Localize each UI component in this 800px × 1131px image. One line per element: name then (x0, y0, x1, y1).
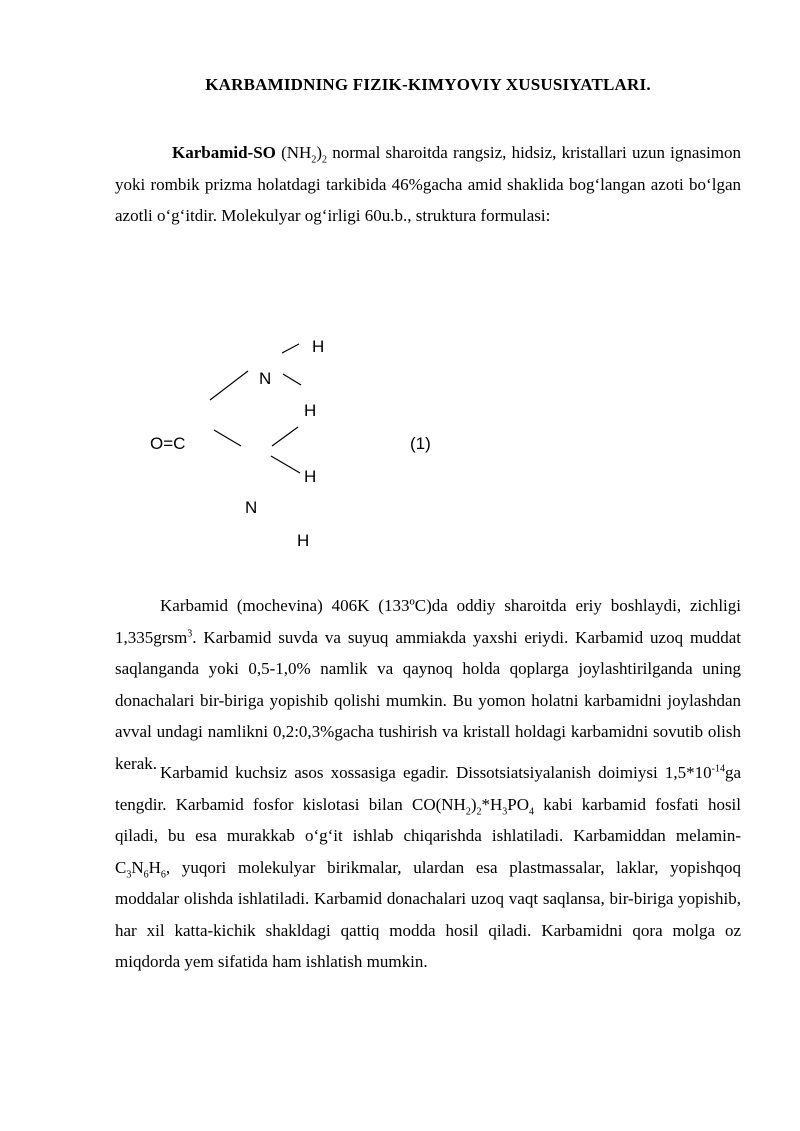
bold-lead: Karbamid-SO (172, 143, 276, 162)
bond-n-h2 (283, 374, 301, 385)
paragraph-uses: Karbamid kuchsiz asos xossasiga egadir. Dissotsiatsiyalanish doimiysi $1,5*10^{-14}ga$ tengdir. Karbamid fosfor kislotasi bilan $CO(NH_2)_2*H_3PO_4$ kabi karbamid fosfati hosil qiladi, bu esa murakkab o‘g‘it ishlab chiqarishda ishlatiladi. Karbamiddan melamin-$C_3N_6H_6$, yuqori molekulyar birikmalar, ulardan esa plastmassalar, laklar, yopishqoq moddalar olishda ishlatiladi. Karbamid donachalari uzoq vaqt saqlansa, bir-biriga yopishib, har xil katta-kichik shakldagi qattiq modda hosil qiladi. Karbamidni qora molga oz miqdorda yem sifatida ham ishlatish mumkin. (115, 763, 742, 971)
atom-n-top: N (259, 369, 272, 388)
atom-h1: H (312, 337, 325, 356)
equation-number: (1) (410, 434, 431, 453)
paragraph-intro: Karbamid-SO $(NH_2)_2$ normal sharoitda rangsiz, hidsiz, kristallari uzun ignasimon yoki rombik prizma holatdagi tarkibida 46%gacha amid shaklida bog‘langan azoti bo‘lgan azotli o‘g‘itdir. Molekulyar og‘irligi 60u.b., struktura formulasi: (115, 143, 742, 225)
paragraph-text: normal sharoitda rangsiz, hidsiz, kristallari uzun ignasimon yoki rombik prizma holatdagi tarkibida 46%gacha amid shaklida bog‘langan azoti bo‘lgan azotli o‘g‘itdir. Molekulyar og‘irligi 60u.b., struktura formulasi: (115, 143, 742, 225)
atom-oc: O=C (150, 434, 186, 453)
atom-h3: H (304, 467, 317, 486)
structural-formula (0, 330, 800, 560)
atom-h4: H (297, 531, 310, 550)
bond-h3-ext (271, 456, 300, 473)
page-title: KARBAMIDNING FIZIK-KIMYOVIY XUSUSIYATLARI. (205, 75, 651, 94)
atom-h2: H (304, 401, 317, 420)
bond-c-n-top (210, 371, 248, 400)
formula-bonds (0, 330, 800, 560)
paragraph-properties: Karbamid (mochevina) 406K (133ºC)da oddiy sharoitda eriy boshlaydi, zichligi 1,335grsm$^3$. Karbamid suvda va suyuq ammiakda yaxshi eriydi. Karbamid uzoq muddat saqlanganda yoki 0,5-1,0% namlik va qaynoq holda qoplarga joylashtirilganda uning donachalari bir-biriga yopishib qolishi mumkin. Bu yomon holatni karbamidni joylashdan avval undagi namlikni 0,2:0,3%gacha tushirish va kristall holdagi karbamidni sovutib olish kerak. (115, 596, 741, 773)
atom-n-bottom: N (245, 498, 258, 517)
bond-n-h1 (282, 344, 299, 353)
bond-c-n-bottom (214, 430, 241, 446)
bond-h2-ext (272, 427, 298, 446)
formula-text: (NH (281, 143, 312, 162)
